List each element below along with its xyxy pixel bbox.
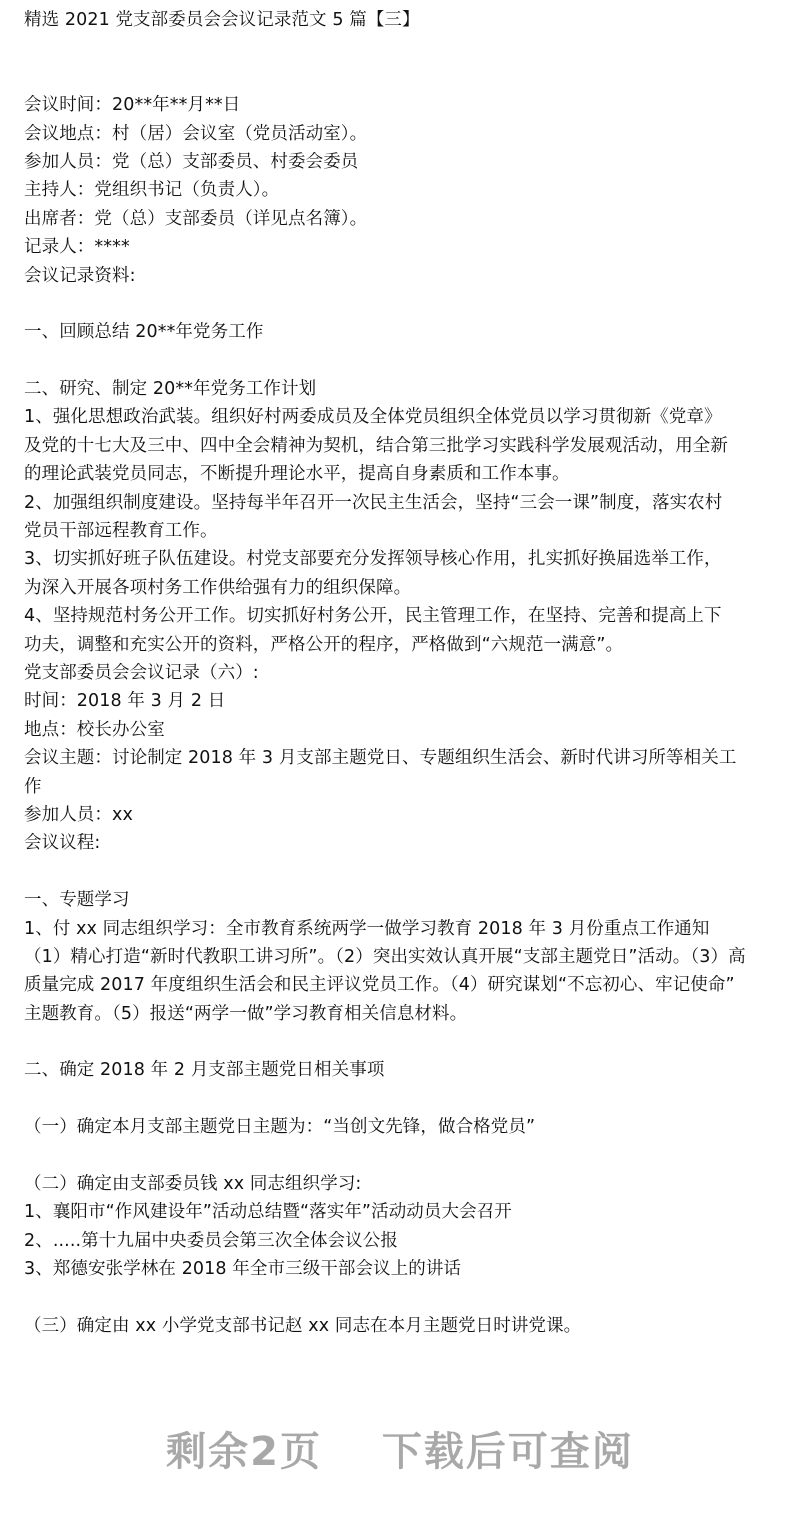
text-line: （一）确定本月支部主题党日主题为：“当创文先锋，做合格党员”	[24, 1117, 536, 1138]
blank-line	[24, 347, 784, 375]
text-line: 1、强化思想政治武装。组织好村两委成员及全体党员组织全体党员以学习贯彻新《党章》	[24, 407, 722, 428]
text-line: （二）确定由支部委员钱 xx 同志组织学习:	[24, 1174, 362, 1195]
text-line: 地点：校长办公室	[24, 719, 165, 740]
text-line: 2、加强组织制度建设。坚持每半年召开一次民主生活会，坚持“三会一课”制度，落实农村	[24, 492, 723, 513]
text-line: 2、.....第十九届中央委员会第三次全体会议公报	[24, 1230, 398, 1251]
text-line: 参加人员：党（总）支部委员、村委会委员	[24, 151, 359, 172]
text-line: 一、专题学习	[24, 890, 130, 911]
text-line: 会议议程:	[24, 833, 101, 854]
text-line: 3、郑德安张学林在 2018 年全市三级干部会议上的讲话	[24, 1259, 462, 1280]
text-line: 主题教育。（5）报送“两学一做”学习教育相关信息材料。	[24, 1003, 468, 1024]
text-line: 及党的十七大及三中、四中全会精神为契机，结合第三批学习实践科学发展观活动，用全新	[24, 435, 728, 456]
text-line: 一、回顾总结 20**年党务工作	[24, 322, 264, 343]
text-line: 出席者：党（总）支部委员（详见点名簿）。	[24, 208, 368, 229]
text-line: 时间：2018 年 3 月 2 日	[24, 691, 226, 712]
text-line: 为深入开展各项村务工作供给强有力的组织保障。	[24, 577, 412, 598]
text-line: 二、确定 2018 年 2 月支部主题党日相关事项	[24, 1060, 385, 1081]
blank-line	[24, 1284, 784, 1312]
blank-line	[24, 34, 784, 62]
text-line: 参加人员：xx	[24, 804, 133, 825]
text-line: 二、研究、制定 20**年党务工作计划	[24, 379, 317, 400]
text-line: （三）确定由 xx 小学党支部书记赵 xx 同志在本月主题党日时讲党课。	[24, 1315, 582, 1336]
text-line: 党支部委员会会议记录（六）:	[24, 662, 259, 683]
blank-line	[24, 290, 784, 318]
text-line: 4、坚持规范村务公开工作。切实抓好村务公开，民主管理工作，在坚持、完善和提高上下	[24, 606, 722, 627]
blank-line	[24, 858, 784, 886]
blank-line	[24, 1142, 784, 1170]
text-line: 会议地点：村（居）会议室（党员活动室）。	[24, 123, 368, 144]
text-line: 质量完成 2017 年度组织生活会和民主评议党员工作。（4）研究谋划“不忘初心、牢记使命”	[24, 975, 735, 996]
text-line: 主持人：党组织书记（负责人）。	[24, 180, 280, 201]
blank-line	[24, 1028, 784, 1056]
text-line: 会议时间：20**年**月**日	[24, 95, 241, 116]
text-line: 作	[24, 776, 42, 797]
text-line: 党员干部远程教育工作。	[24, 521, 218, 542]
text-line: 3、切实抓好班子队伍建设。村党支部要充分发挥领导核心作用，扎实抓好换届选举工作，	[24, 549, 722, 570]
blank-line	[24, 63, 784, 91]
text-line: 记录人：****	[24, 237, 130, 258]
blank-line	[24, 1085, 784, 1113]
download-to-view-text[interactable]: 下载后可查阅	[381, 1429, 634, 1475]
text-line: 的理论武装党员同志，不断提升理论水平，提高自身素质和工作本事。	[24, 464, 570, 485]
text-line: 1、襄阳市“作风建设年”活动总结暨“落实年”活动动员大会召开	[24, 1202, 512, 1223]
text-line: 功夫，调整和充实公开的资料，严格公开的程序，严格做到“六规范一满意”。	[24, 634, 624, 655]
text-line: 1、付 xx 同志组织学习：全市教育系统两学一做学习教育 2018 年 3 月份重点工作通知	[24, 918, 710, 939]
remaining-pages-text: 剩余2页	[166, 1429, 322, 1475]
document-body	[24, 6, 784, 1340]
text-line: （1）精心打造“新时代教职工讲习所”。（2）突出实效认真开展“支部主题党日”活动。（3）高	[24, 946, 746, 967]
download-prompt[interactable]	[0, 1420, 800, 1477]
text-line: 会议记录资料:	[24, 265, 136, 286]
text-line: 会议主题：讨论制定 2018 年 3 月支部主题党日、专题组织生活会、新时代讲习所等相关工	[24, 748, 737, 769]
document-title: 精选 2021 党支部委员会会议记录范文 5 篇【三】	[24, 10, 420, 30]
